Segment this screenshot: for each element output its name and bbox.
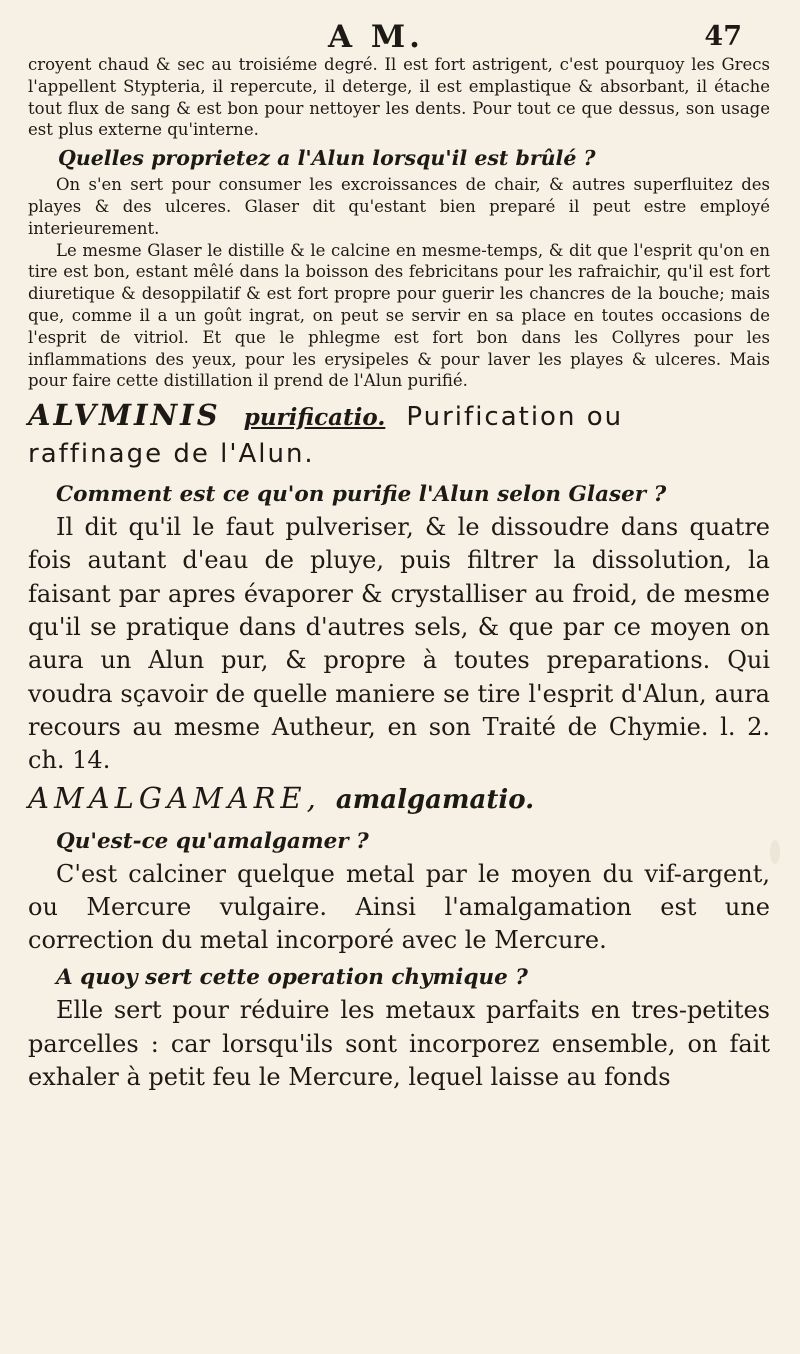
paragraph-operation-use: Elle sert pour réduire les metaux parfaits en tres-petites parcelles : car lorsqu'ils sont incorporez ensemble, on fait exhaler à petit feu le Mercure, lequel laisse au fonds [28,996,770,1092]
paragraph-purify-alum: Il dit qu'il le faut pulveriser, & le dissoudre dans quatre fois autant d'eau de pluye, puis filtrer la dissolution, la faisant par apres évaporer & crystalliser au froid, de mesme qu'il se pratique dans d'autres sels, & que par ce moyen on aura un Alun pur, & propre à toutes preparations. Qui voudra sçavoir de quelle maniere se tire l'esprit d'Alun, aura recours au mesme Autheur, en son Traité de Chymie. l. 2. ch. 14. [28,513,770,775]
section-french-title-continued: raffinage de l'Alun. [28,439,315,470]
running-head: A M. [328,19,424,55]
question-burnt-alum: Quelles proprietez a l'Alun lorsqu'il est brûlé ? [58,146,596,171]
section-heading-purification [28,398,770,474]
question-purify-alum: Comment est ce qu'on purifie l'Alun selon Glaser ? [56,482,667,508]
question-operation-use: A quoy sert cette operation chymique ? [56,965,528,991]
paper-stain [770,840,780,864]
section-latin-title: AMALGAMARE, [28,780,321,815]
section-latin-title: ALVMINIS [28,398,221,433]
section-heading-amalgamate [28,780,770,821]
section-french-title: Purification ou [406,402,624,433]
paragraph-amalgamate: C'est calciner quelque metal par le moyen du vif-argent, ou Mercure vulgaire. Ainsi l'amalgamation est une correction du metal incorporé avec le Mercure. [28,859,770,955]
section-latin-subtitle: purificatio. [243,404,386,432]
page-number: 47 [704,21,742,52]
paragraph-glaser-distillation: Le mesme Glaser le distille & le calcine en mesme-temps, & dit que l'esprit qu'on en tire est bon, estant mêlé dans la boisson des febricitans pour les rafraichir, qu'il est fort diuretique & desoppilatif & est fort propre pour guerir les chancres de la bouche; mais que, comme il a un goût ingrat, on peut se servir en sa place en toutes occasions de l'esprit de vitriol. Et que le phlegme est fort bon dans les Collyres pour les inflammations des yeux, pour les erysipeles & pour laver les playes & ulceres. Mais pour faire cette distillation il prend de l'Alun purifié. [28,240,770,391]
page-header [28,14,770,54]
question-amalgamate: Qu'est-ce qu'amalgamer ? [56,828,369,854]
paragraph-alum-properties: croyent chaud & sec au troisiéme degré. Il est fort astrigent, c'est pourquoy les Grecs l'appellent Stypteria, il repercute, il deterge, il est emplastique & absorbant, il étache tout flux de sang & est bon pour nettoyer les dents. Pour tout ce que dessus, son usage est plus externe qu'interne. [28,55,770,140]
paragraph-burnt-alum-uses: On s'en sert pour consumer les excroissances de chair, & autres superfluitez des playes & des ulceres. Glaser dit qu'estant bien preparé il peut estre employé interieurement. [28,175,770,238]
section-latin-subtitle: amalgamatio. [335,784,535,815]
